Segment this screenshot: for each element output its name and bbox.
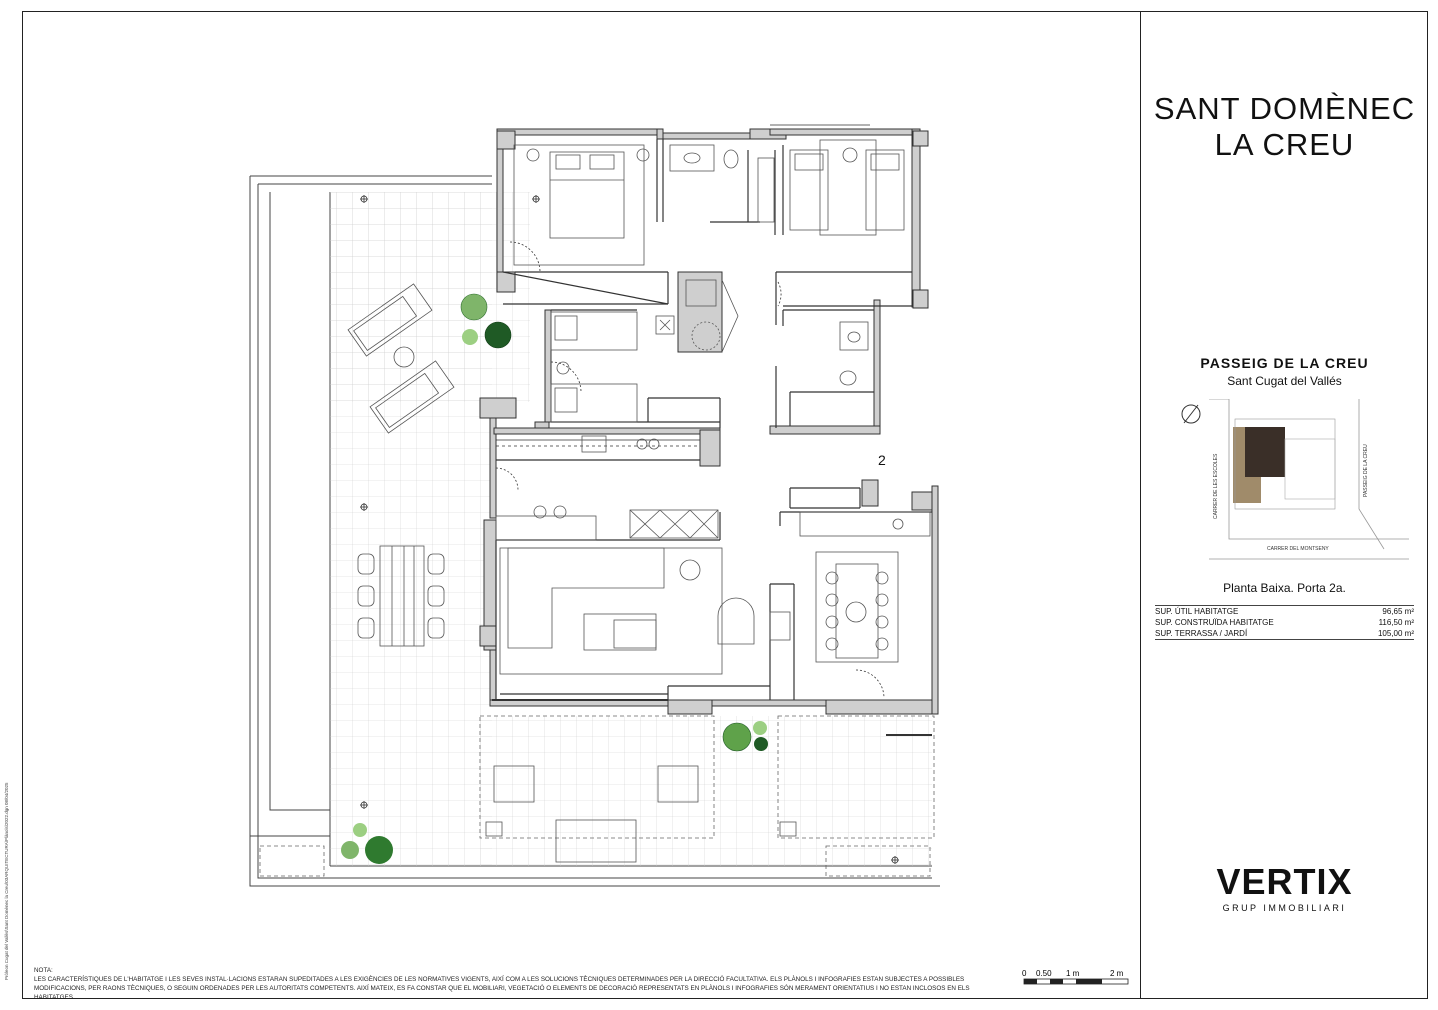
note-line-1: LES CARACTERÍSTIQUES DE L'HABITATGE I LES SEVES INSTAL·LACIONS ESTARAN SUPEDITADES A LES EXIGÈNCIES DE LES NORMATIVES VIGENTS, AIXÍ COM A LES SOLUCIONS TÈCNIQUES DETERMINADES PER LA DIRECCIÓ FACULTATIVA. ELS PLÀNOLS I INFOGRAFIES ESTAN SUBJECTES A POSSIBLES [34,976,965,983]
unit-label: Planta Baixa. Porta 2a. [1223,581,1346,595]
area-label: SUP. ÚTIL HABITATGE [1155,607,1239,616]
scale-bar [1020,968,1132,988]
street-right-label: PASSEIG DE LA CREU [1363,444,1369,497]
note-line-2: MODIFICACIONS, PER RAONS TÈCNIQUES, O SEGUIN ORDENADES PER LES AUTORITATS COMPETENTS. AIXÍ MATEIX, ES FA CONSTAR QUE EL MOBILIARI, VEGETACIÓ O ELEMENTS DE DECORACIÓ REPRESENTATS EN PLÀNOLS I INFOGRAFIES SÓN MERAMENT ORIENTATIUS I NO ESTAN INCLOSOS EN ELS HABITATGES. [34,985,970,1001]
note-heading: NOTA: [34,967,53,974]
twin-beds [790,140,904,235]
living-room [500,548,790,674]
title-block [1141,11,1428,999]
bathroom-second [840,322,868,385]
scale-tick-2m: 2 m [1110,969,1124,978]
development-brand [1141,91,1428,163]
small-bedroom [551,312,674,422]
file-path-stamp: Pròleon Cugat del Vallès\Sant Domènec la Creu\03ARQUITECTURA\Plànols\2022.dgn 08/04/2025 [4,782,9,980]
area-label: SUP. TERRASSA / JARDÍ [1155,629,1248,638]
area-value: 116,50 m² [1378,618,1414,627]
kitchen [496,436,718,540]
area-row [1155,628,1414,639]
scale-tick-1m: 1 m [1066,969,1080,978]
area-value: 96,65 m² [1382,607,1414,616]
legal-note [34,966,994,1002]
scale-tick-050: 0.50 [1036,969,1052,978]
area-row [1155,606,1414,617]
site-location-map [1169,399,1409,569]
interior-walls [496,139,932,700]
area-label: SUP. CONSTRUÏDA HABITATGE [1155,618,1274,627]
apartment-number: 2 [878,452,886,468]
street-left-label: CARRER DE LES ESCOLES [1213,453,1219,519]
brand-line-2: LA CREU [1214,127,1355,162]
company-tagline: GRUP IMMOBILIARI [1222,903,1347,913]
dining-room [800,512,930,662]
project-name: PASSEIG DE LA CREU [1200,355,1369,371]
street-bottom-label: CARRER DEL MONTSENY [1267,546,1329,552]
bathroom-main [670,145,774,222]
area-table [1155,605,1414,640]
project-city: Sant Cugat del Vallés [1227,374,1342,388]
site-plot-building [1245,427,1285,477]
company-logo: VERTIX [1216,861,1353,902]
area-row [1155,617,1414,628]
master-bed [514,145,649,265]
scale-tick-0: 0 [1022,969,1027,978]
area-value: 105,00 m² [1377,629,1414,638]
brand-line-1: SANT DOMÈNEC [1153,91,1416,126]
